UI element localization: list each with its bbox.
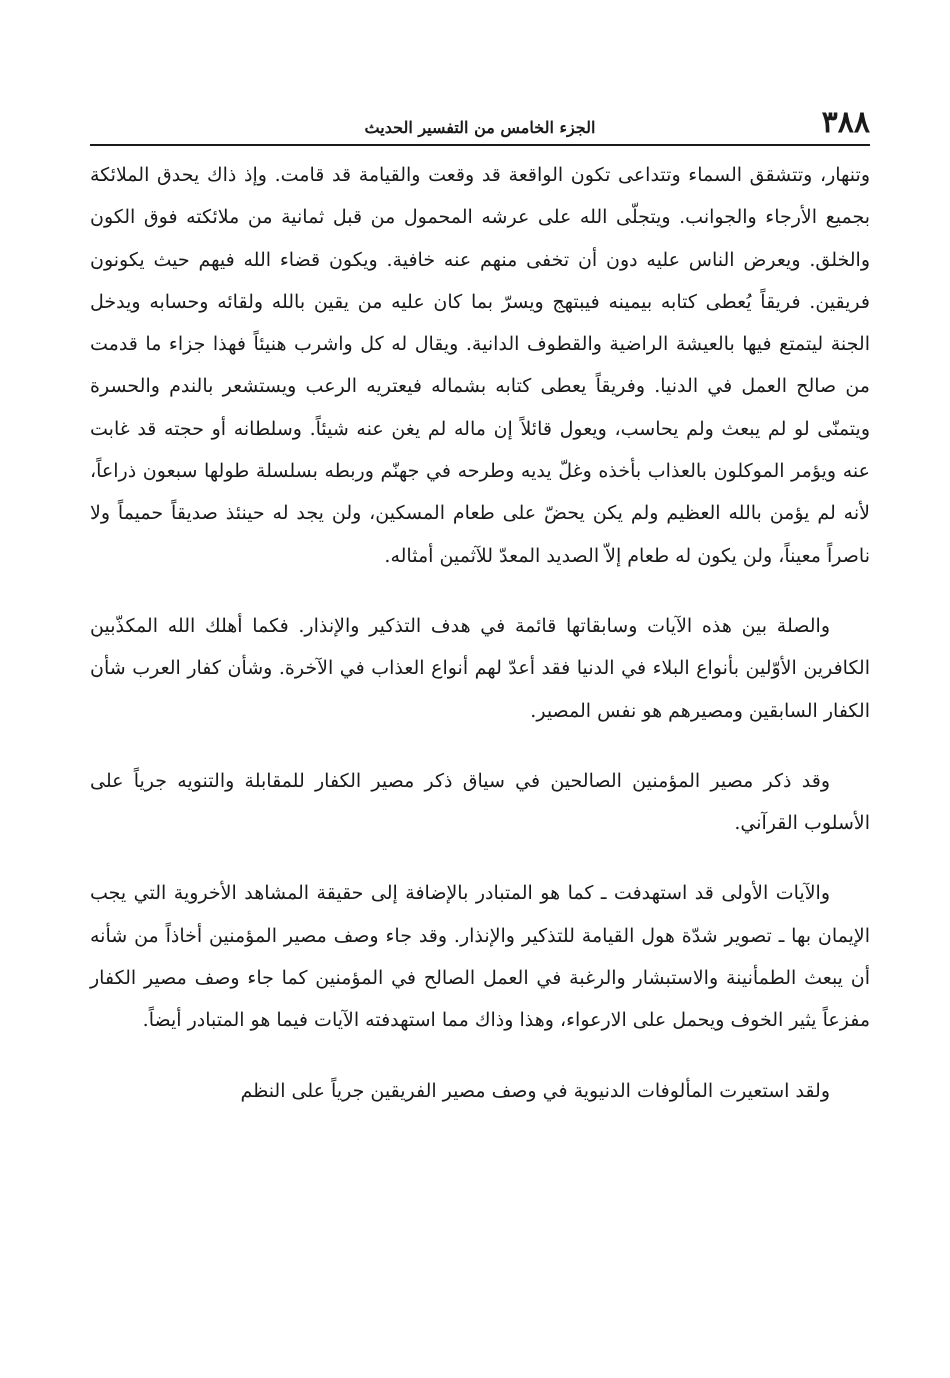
- book-page: [90, 96, 870, 1140]
- running-header: [90, 96, 870, 146]
- body-text: [90, 154, 870, 1112]
- paragraph: ولقد استعيرت المألوفات الدنيوية في وصف مصير الفريقين جرياً على النظم: [240, 1079, 830, 1102]
- running-title: الجزء الخامس من التفسير الحديث: [364, 118, 596, 137]
- paragraph: وقد ذكر مصير المؤمنين الصالحين في سياق ذكر مصير الكفار للمقابلة والتنويه جرياً على الأسلوب القرآني.: [90, 769, 870, 835]
- paragraph: وتنهار، وتتشقق السماء وتتداعى تكون الواقعة قد وقعت والقيامة قد قامت. وإذ ذاك يحدق الملائكة بجميع الأرجاء والجوانب. ويتجلّى الله على عرشه المحمول من قبل ثمانية من ملائكته فوق الكون والخلق. ويعرض الناس عليه دون أن تخفى منهم عنه خافية. ويكون قضاء الله فيهم حيث يكونون فريقين. فريقاً يُعطى كتابه بيمينه فيبتهج ويسرّ بما كان عليه من يقين بالله ولقائه وحسابه ويدخل الجنة ليتمتع فيها بالعيشة الراضية والقطوف الدانية. ويقال له كل واشرب هنيئاً فهذا جزاء ما قدمت من صالح العمل في الدنيا. وفريقاً يعطى كتابه بشماله فيعتريه الرعب ويستشعر بالندم والحسرة ويتمنّى لو لم يبعث ولم يحاسب، ويعول قائلاً إن ماله لم يغن عنه شيئاً. وسلطانه أو حجته قد غابت عنه ويؤمر الموكلون بالعذاب بأخذه وغلّ يديه وطرحه في جهنّم وربطه بسلسلة طولها سبعون ذراعاً، لأنه لم يؤمن بالله العظيم ولم يكن يحضّ على طعام المسكين، ولن يجد له حينئذ صديقاً حميماً ولا ناصراً معيناً، ولن يكون له طعام إلاّ الصديد المعدّ للآثمين أمثاله.: [90, 164, 870, 567]
- paragraph: والآيات الأولى قد استهدفت ـ كما هو المتبادر بالإضافة إلى حقيقة المشاهد الأخروية التي يجب الإيمان بها ـ تصوير شدّة هول القيامة للتذكير والإنذار. وقد جاء وصف مصير المؤمنين أخاذاً من شأنه أن يبعث الطمأنينة والاستبشار والرغبة في العمل الصالح في المؤمنين كما جاء وصف مصير الكفار مفزعاً يثير الخوف ويحمل على الارعواء، وهذا وذاك مما استهدفته الآيات فيما هو المتبادر أيضاً.: [90, 882, 870, 1032]
- page-number: ٣٨٨: [821, 105, 870, 140]
- paragraph: والصلة بين هذه الآيات وسابقاتها قائمة في هدف التذكير والإنذار. فكما أهلك الله المكذّبين الكافرين الأوّلين بأنواع البلاء في الدنيا فقد أعدّ لهم أنواع العذاب في الآخرة. وشأن كفار العرب شأن الكفار السابقين ومصيرهم هو نفس المصير.: [90, 614, 870, 722]
